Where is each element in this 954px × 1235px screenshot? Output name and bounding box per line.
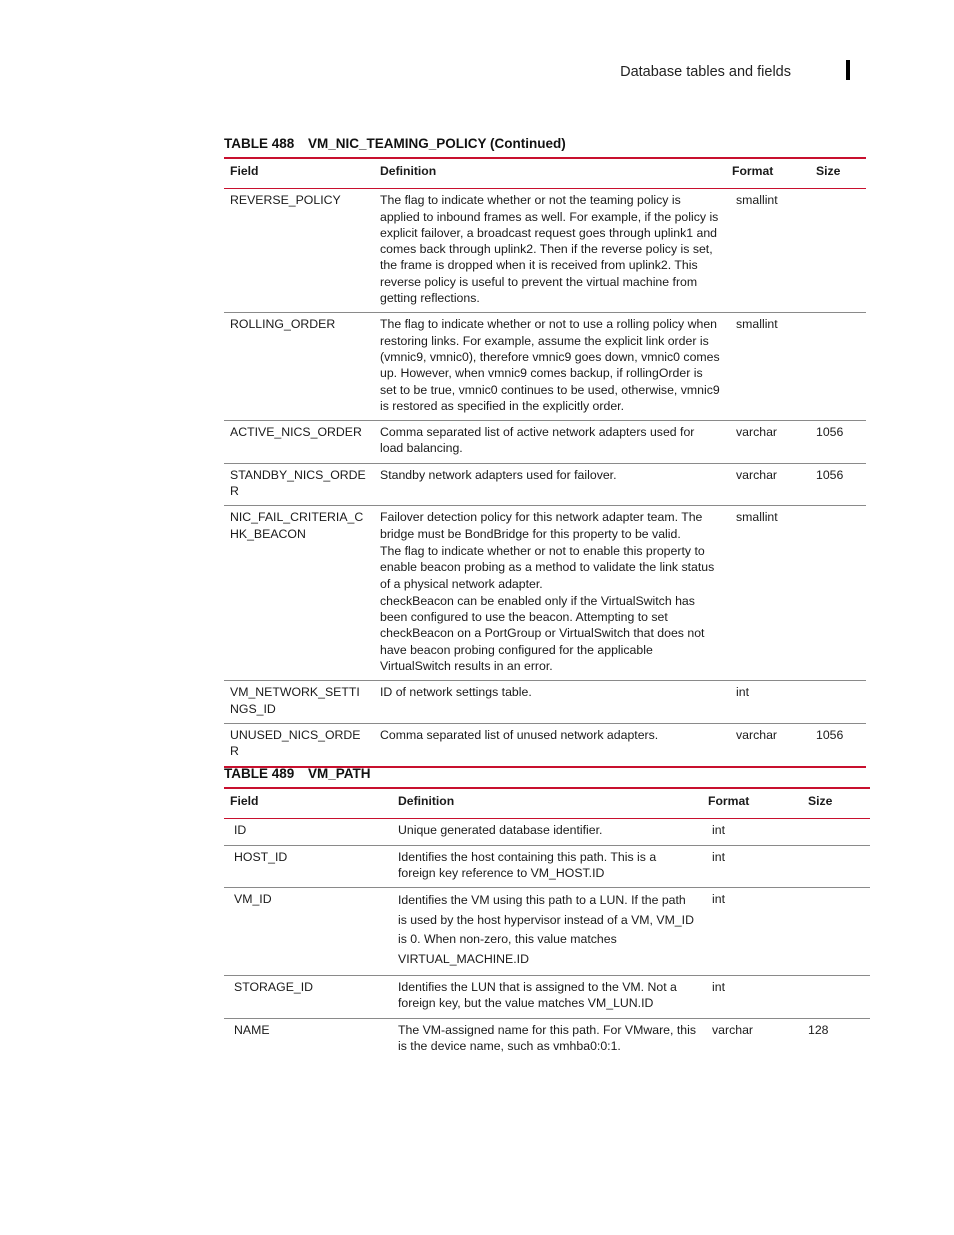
table-header-row	[224, 788, 870, 819]
size-cell: 1056	[816, 425, 844, 440]
size-cell	[810, 189, 866, 313]
definition-paragraph: Unique generated database identifier.	[398, 823, 603, 838]
definition-paragraph: Identifies the host containing this path. This is a foreign key reference to VM_HOST.ID	[398, 849, 657, 880]
column-header: Format	[708, 794, 750, 808]
definition-cell	[374, 189, 726, 313]
table-title: VM_NIC_TEAMING_POLICY (Continued)	[308, 136, 566, 151]
size-cell	[802, 888, 870, 976]
format-cell: smallint	[736, 510, 778, 525]
size-cell	[802, 976, 870, 1019]
field-cell: NIC_FAIL_CRITERIA_CHK_BEACON	[230, 510, 364, 541]
field-cell: ROLLING_ORDER	[230, 317, 336, 332]
field-cell: ID	[234, 823, 247, 838]
table-row	[224, 463, 866, 506]
definition-cell	[374, 681, 726, 724]
table-row	[224, 313, 866, 421]
table-489	[224, 787, 870, 1060]
definition-paragraph: Standby network adapters used for failover.	[380, 467, 617, 482]
definition-paragraph: The flag to indicate whether or not to enable this property to enable beacon probing as a method to validate the link status of a physical network adapter.	[380, 543, 715, 591]
size-cell	[810, 506, 866, 681]
definition-cell	[374, 313, 726, 421]
format-cell: int	[712, 823, 725, 838]
field-cell: VM_NETWORK_SETTINGS_ID	[230, 685, 360, 716]
definition-cell	[392, 976, 702, 1019]
definition-cell	[374, 723, 726, 766]
size-cell	[810, 681, 866, 724]
definition-paragraph: Comma separated list of unused network adapters.	[380, 727, 659, 742]
format-cell: smallint	[736, 193, 778, 208]
format-cell: int	[712, 980, 725, 995]
column-header: Format	[732, 164, 774, 178]
table-header-row	[224, 158, 866, 189]
table-row	[224, 1018, 870, 1060]
size-cell	[802, 819, 870, 845]
definition-cell	[374, 506, 726, 681]
format-cell: int	[736, 685, 749, 700]
field-cell: UNUSED_NICS_ORDER	[230, 727, 361, 759]
definition-paragraph: checkBeacon can be enabled only if the VirtualSwitch has been configured to use the beacon. Attempting to set checkBeacon on a PortGroup or VirtualSwitch that does not have beacon probing configured for the applicable VirtualSwitch results in an error.	[380, 593, 705, 674]
definition-cell	[392, 819, 702, 845]
table-488-caption	[224, 136, 566, 151]
size-cell	[802, 845, 870, 888]
format-cell: int	[712, 849, 725, 864]
definition-cell	[392, 845, 702, 888]
column-header: Field	[230, 164, 259, 178]
table-row	[224, 819, 870, 845]
definition-paragraph: Comma separated list of active network adapters used for load balancing.	[380, 425, 695, 456]
format-cell: int	[712, 892, 725, 907]
table-title: VM_PATH	[308, 766, 371, 781]
format-cell: varchar	[712, 1022, 754, 1037]
table-row	[224, 681, 866, 724]
format-cell: varchar	[736, 467, 778, 482]
field-cell: NAME	[234, 1022, 270, 1037]
table-488	[224, 157, 866, 768]
table-489-caption	[224, 766, 371, 781]
definition-paragraph: The flag to indicate whether or not to use a rolling policy when restoring links. For example, assume the explicit link order is (vmnic9, vmnic0), therefore vmnic9 goes down, vmnic0 comes up. However, when vmnic9 comes backup, if rollingOrder is set to be true, vmnic0 continues to be used, otherwise, vmnic9 is restored as specified in the explicitly order.	[380, 317, 720, 413]
field-cell: VM_ID	[234, 892, 272, 907]
table-label: TABLE 489	[224, 766, 295, 781]
definition-paragraph: Identifies the LUN that is assigned to the VM. Not a foreign key, but the value matches VM_LUN.ID	[398, 980, 677, 1011]
definition-paragraph: Identifies the VM using this path to a LUN. If the path is used by the host hypervisor instead of a VM, VM_ID is 0. When non-zero, this value matches VIRTUAL_MACHINE.ID	[398, 893, 694, 966]
column-header: Definition	[398, 794, 455, 808]
table-row	[224, 189, 866, 313]
table-label: TABLE 488	[224, 136, 295, 151]
definition-cell	[374, 463, 726, 506]
column-header: Size	[808, 794, 833, 808]
definition-cell	[374, 421, 726, 464]
definition-paragraph: The flag to indicate whether or not the teaming policy is applied to inbound frames as well. For example, if the policy is explicit failover, a broadcast request goes through uplink1 and comes back through uplink2. Then if the reverse policy is set, the frame is dropped when it is received from uplink2. This reverse policy is useful to prevent the virtual machine from getting reflections.	[380, 193, 719, 306]
format-cell: varchar	[736, 727, 778, 742]
size-cell	[810, 313, 866, 421]
format-cell: varchar	[736, 425, 778, 440]
size-cell: 1056	[816, 467, 844, 482]
table-row	[224, 506, 866, 681]
table-row	[224, 888, 870, 976]
header-bar	[846, 60, 850, 80]
definition-paragraph: The VM-assigned name for this path. For VMware, this is the device name, such as vmhba0:0:1.	[398, 1022, 696, 1054]
size-cell: 128	[808, 1022, 829, 1037]
field-cell: ACTIVE_NICS_ORDER	[230, 425, 362, 440]
field-cell: REVERSE_POLICY	[230, 193, 341, 208]
size-cell: 1056	[816, 727, 844, 742]
table-row	[224, 845, 870, 888]
column-header: Size	[816, 164, 841, 178]
field-cell: HOST_ID	[234, 849, 288, 864]
definition-paragraph: Failover detection policy for this network adapter team. The bridge must be BondBridge for this property to be valid.	[380, 510, 703, 541]
column-header: Field	[230, 794, 259, 808]
format-cell: smallint	[736, 317, 778, 332]
column-header: Definition	[380, 164, 437, 178]
running-header-title: Database tables and fields	[620, 64, 791, 80]
table-row	[224, 723, 866, 766]
definition-cell	[392, 888, 702, 976]
definition-paragraph: ID of network settings table.	[380, 685, 532, 700]
table-row	[224, 421, 866, 464]
definition-cell	[392, 1018, 702, 1060]
field-cell: STANDBY_NICS_ORDER	[230, 467, 366, 499]
field-cell: STORAGE_ID	[234, 980, 314, 995]
table-row	[224, 976, 870, 1019]
